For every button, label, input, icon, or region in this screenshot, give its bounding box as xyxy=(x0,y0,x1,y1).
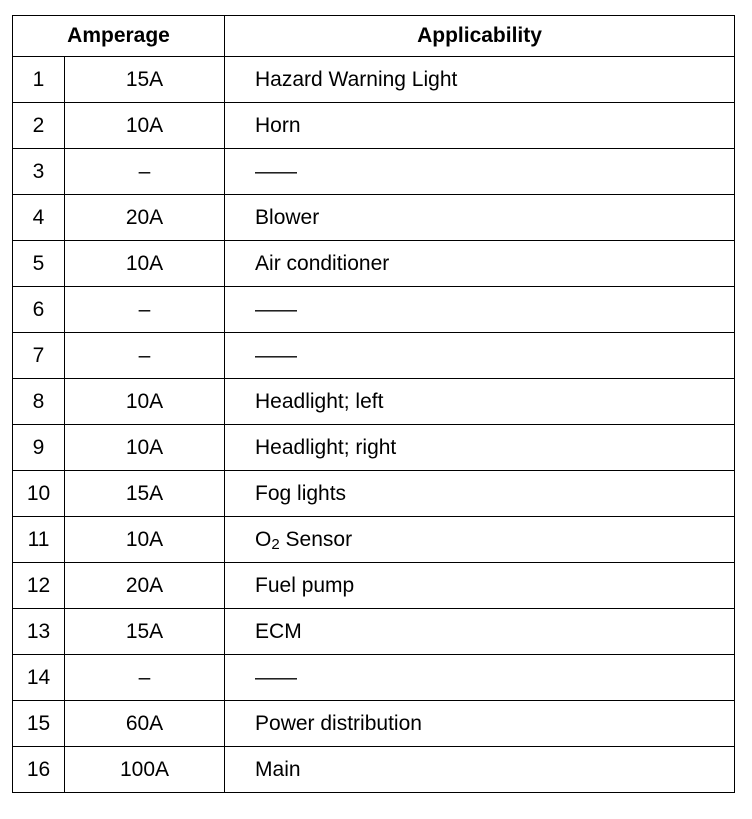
fuse-applicability: Fuel pump xyxy=(225,563,735,609)
fuse-applicability: ECM xyxy=(225,609,735,655)
o2-suffix: Sensor xyxy=(279,527,353,551)
fuse-number: 11 xyxy=(13,517,65,563)
fuse-amperage: – xyxy=(65,333,225,379)
fuse-amperage: 10A xyxy=(65,379,225,425)
fuse-number: 14 xyxy=(13,655,65,701)
fuse-number: 9 xyxy=(13,425,65,471)
fuse-number: 7 xyxy=(13,333,65,379)
o2-prefix: O xyxy=(255,527,272,551)
fuse-applicability: Fog lights xyxy=(225,471,735,517)
fuse-applicability: —— xyxy=(225,149,735,195)
header-applicability: Applicability xyxy=(225,16,735,57)
fuse-number: 16 xyxy=(13,747,65,793)
fuse-applicability: Headlight; right xyxy=(225,425,735,471)
fuse-number: 10 xyxy=(13,471,65,517)
fuse-number: 2 xyxy=(13,103,65,149)
table-row xyxy=(13,701,735,747)
fuse-amperage: – xyxy=(65,287,225,333)
fuse-amperage: 10A xyxy=(65,517,225,563)
fuse-number: 13 xyxy=(13,609,65,655)
table-row xyxy=(13,609,735,655)
table-row xyxy=(13,471,735,517)
o2-subscript: 2 xyxy=(271,535,280,553)
fuse-amperage: 10A xyxy=(65,425,225,471)
header-amperage: Amperage xyxy=(13,16,225,57)
table-header-row xyxy=(13,16,735,57)
fuse-amperage: 10A xyxy=(65,241,225,287)
fuse-amperage: – xyxy=(65,655,225,701)
fuse-number: 3 xyxy=(13,149,65,195)
table-row xyxy=(13,57,735,103)
table-row xyxy=(13,333,735,379)
fuse-amperage: 20A xyxy=(65,195,225,241)
fuse-applicability xyxy=(225,517,735,563)
fuse-number: 1 xyxy=(13,57,65,103)
fuse-amperage: 10A xyxy=(65,103,225,149)
table-row xyxy=(13,563,735,609)
table-row xyxy=(13,379,735,425)
table-row xyxy=(13,517,735,563)
fuse-applicability: —— xyxy=(225,655,735,701)
fuse-applicability: Blower xyxy=(225,195,735,241)
fuse-applicability: Horn xyxy=(225,103,735,149)
fuse-table xyxy=(12,15,735,793)
table-row xyxy=(13,103,735,149)
fuse-number: 4 xyxy=(13,195,65,241)
table-row xyxy=(13,287,735,333)
fuse-amperage: 15A xyxy=(65,471,225,517)
fuse-number: 8 xyxy=(13,379,65,425)
fuse-applicability: Air conditioner xyxy=(225,241,735,287)
fuse-number: 6 xyxy=(13,287,65,333)
table-row xyxy=(13,425,735,471)
table-row xyxy=(13,149,735,195)
fuse-applicability: Headlight; left xyxy=(225,379,735,425)
fuse-amperage: – xyxy=(65,149,225,195)
fuse-applicability: Hazard Warning Light xyxy=(225,57,735,103)
fuse-applicability: —— xyxy=(225,333,735,379)
fuse-number: 12 xyxy=(13,563,65,609)
table-row xyxy=(13,655,735,701)
fuse-number: 15 xyxy=(13,701,65,747)
fuse-applicability: —— xyxy=(225,287,735,333)
fuse-amperage: 20A xyxy=(65,563,225,609)
table-row xyxy=(13,195,735,241)
fuse-amperage: 60A xyxy=(65,701,225,747)
fuse-applicability: Power distribution xyxy=(225,701,735,747)
fuse-amperage: 15A xyxy=(65,57,225,103)
fuse-amperage: 100A xyxy=(65,747,225,793)
table-row xyxy=(13,747,735,793)
fuse-amperage: 15A xyxy=(65,609,225,655)
fuse-applicability: Main xyxy=(225,747,735,793)
fuse-number: 5 xyxy=(13,241,65,287)
table-row xyxy=(13,241,735,287)
